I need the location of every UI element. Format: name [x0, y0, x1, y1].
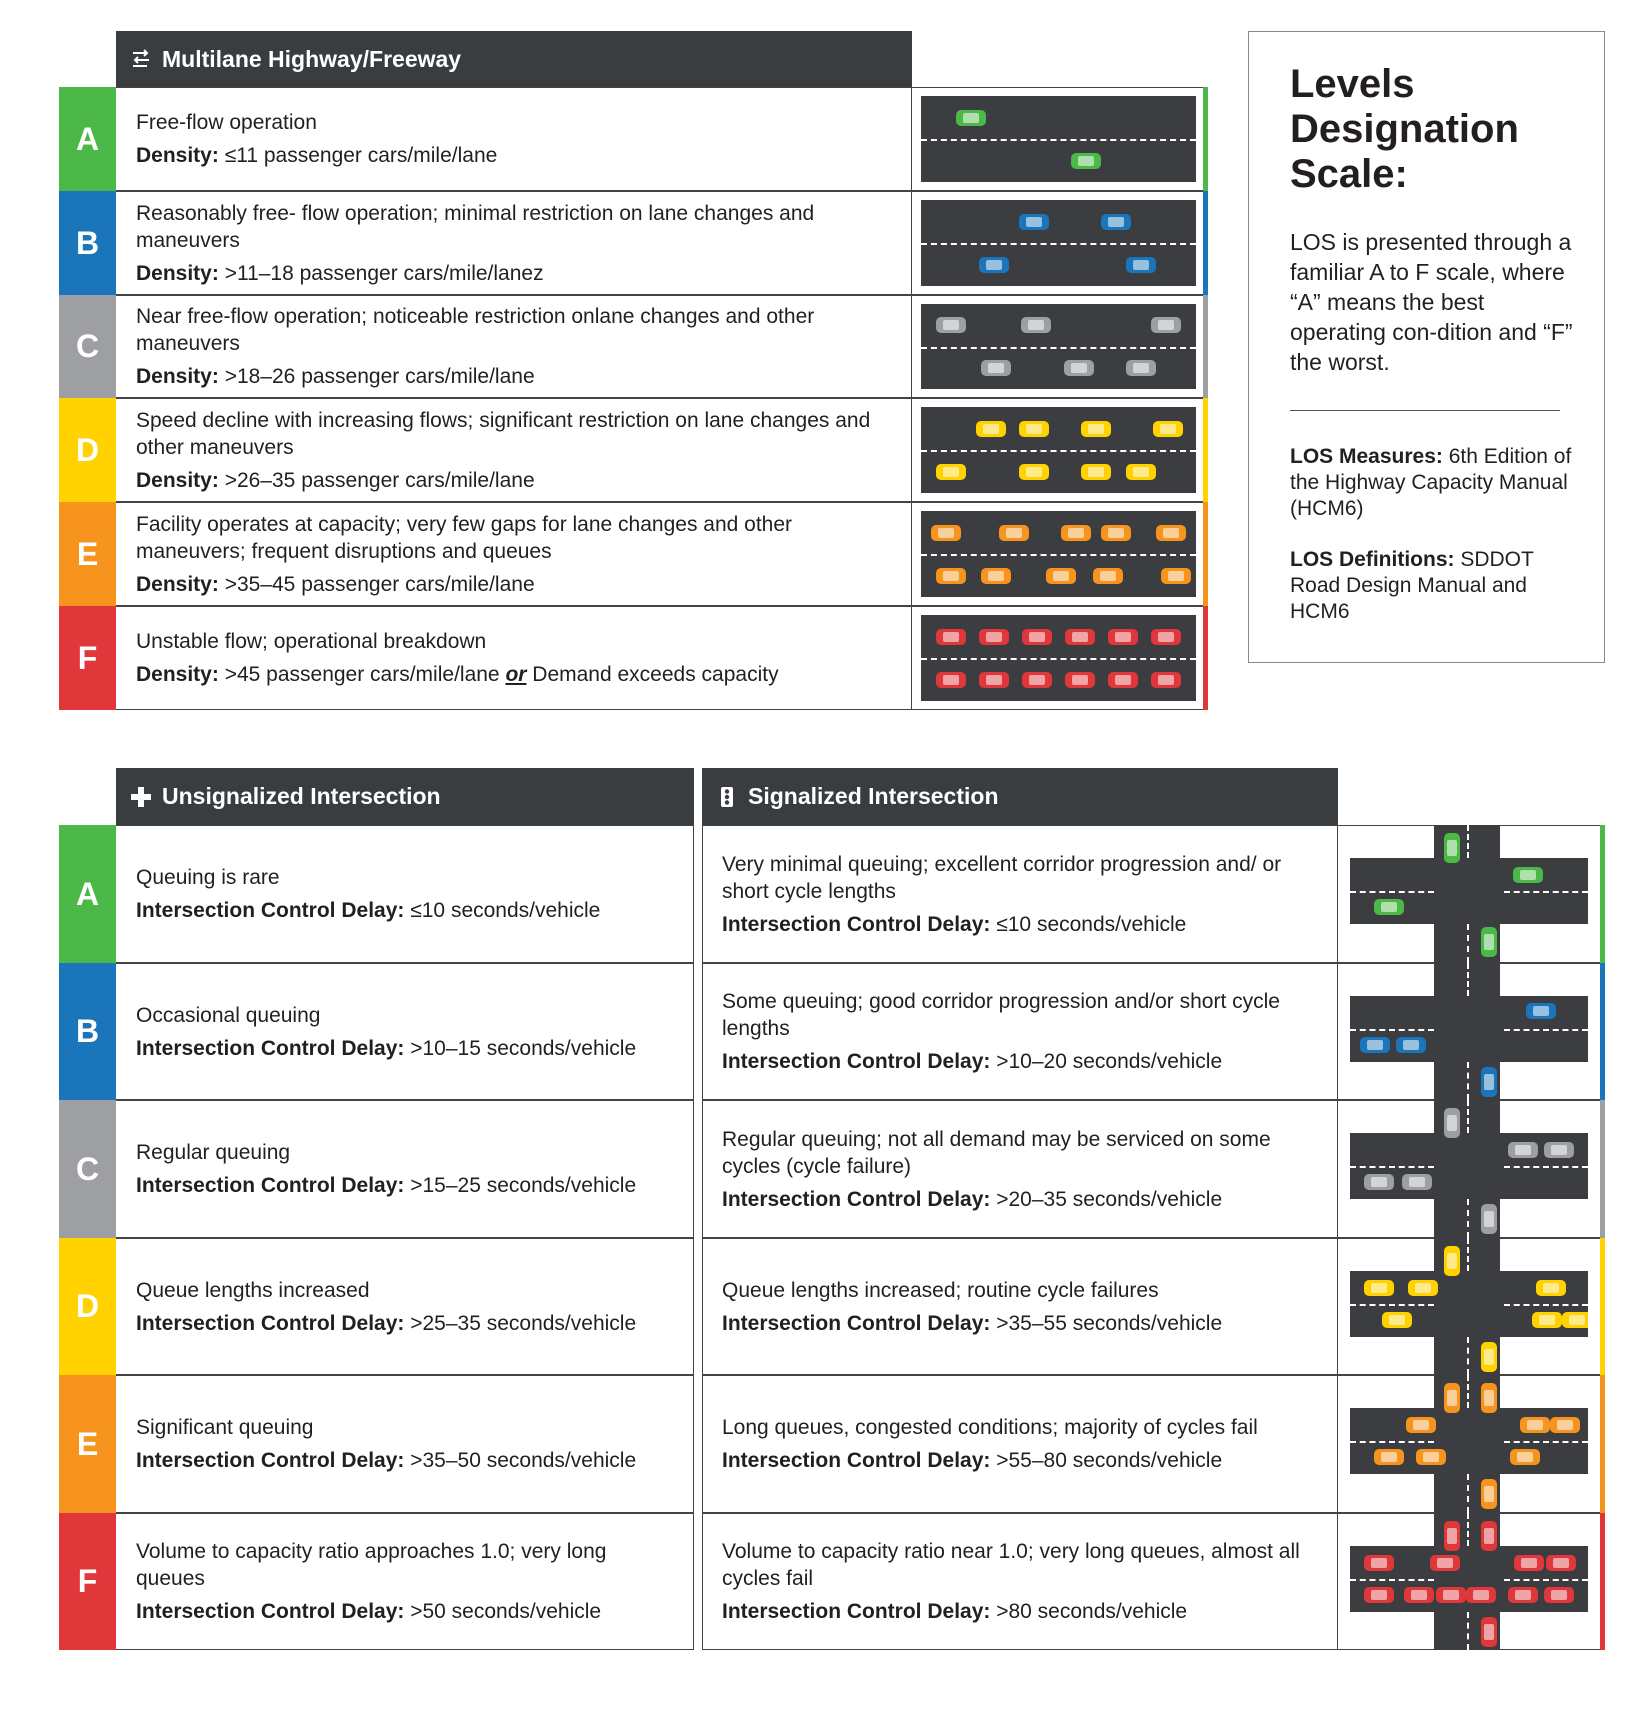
row-desc-text: Near free-flow operation; noticeable restriction onlane changes and other maneuvers — [136, 305, 815, 355]
metric-value: >18–26 passenger cars/mile/lane — [218, 365, 535, 388]
lane-divider — [1350, 1166, 1434, 1168]
definitions-text: SDDOT Road Design Manual and HCM6 — [1290, 548, 1534, 623]
row-desc-text: Regular queuing — [136, 1141, 291, 1164]
row-desc-text: Significant queuing — [136, 1416, 314, 1439]
metric-value: ≤11 passenger cars/mile/lane — [218, 144, 498, 167]
row-description — [702, 963, 1332, 1100]
grade-strip — [1203, 606, 1208, 710]
car — [1019, 214, 1049, 230]
lane-divider — [1504, 1029, 1588, 1031]
row-description — [116, 295, 906, 398]
metric-label: Density: — [136, 144, 219, 167]
row-description — [702, 1238, 1332, 1375]
car — [1416, 1449, 1446, 1465]
lane-divider — [1467, 924, 1469, 963]
grade-b: B — [59, 191, 116, 295]
car — [1364, 1555, 1394, 1571]
lane-divider — [921, 450, 1196, 452]
car — [1481, 1067, 1497, 1097]
car — [1151, 672, 1181, 688]
levels-sidebar — [1248, 31, 1605, 663]
metric-label: Intersection Control Delay: — [136, 1311, 405, 1335]
car — [1544, 1587, 1574, 1603]
car — [956, 110, 986, 126]
car — [931, 525, 961, 541]
row-metric — [722, 911, 1312, 938]
car — [1161, 568, 1191, 584]
car — [1444, 1246, 1460, 1276]
car — [936, 629, 966, 645]
grade-f: F — [59, 1513, 116, 1650]
row-metric — [136, 1447, 671, 1474]
row-metric — [722, 1048, 1312, 1075]
row-description — [116, 1238, 691, 1375]
car — [1046, 568, 1076, 584]
car — [1514, 1555, 1544, 1571]
metric-label: Density: — [136, 365, 219, 388]
car — [1532, 1312, 1562, 1328]
row-description — [702, 1513, 1332, 1650]
car — [936, 672, 966, 688]
row-desc-text: Reasonably free- flow operation; minimal restriction on lane changes and maneuvers — [136, 201, 815, 252]
intersection-diagram — [1350, 825, 1588, 963]
grade-strip — [1600, 963, 1605, 1100]
car — [1108, 672, 1138, 688]
car — [979, 629, 1009, 645]
sidebar-measures — [1290, 444, 1575, 522]
grade-c: C — [59, 1100, 116, 1238]
highway-road — [921, 511, 1196, 597]
car — [981, 360, 1011, 376]
lane-divider — [1350, 1029, 1434, 1031]
car — [1546, 1555, 1576, 1571]
car — [936, 317, 966, 333]
car — [1019, 421, 1049, 437]
unsignalized-header-label: Unsignalized Intersection — [162, 783, 441, 809]
grade-strip — [1203, 398, 1208, 502]
row-description — [116, 502, 906, 606]
car — [1520, 1417, 1550, 1433]
metric-label: Intersection Control Delay: — [136, 1600, 405, 1623]
car — [1481, 1617, 1497, 1647]
car — [976, 421, 1006, 437]
grade-e: E — [59, 502, 116, 606]
intersection-diagram — [1350, 1100, 1588, 1238]
sidebar-divider — [1290, 410, 1560, 411]
row-metric — [136, 1172, 671, 1199]
metric-tail: Demand exceeds capacity — [526, 663, 779, 686]
car — [1508, 1587, 1538, 1603]
grade-f: F — [59, 606, 116, 710]
car — [1151, 629, 1181, 645]
row-desc-text: Queue lengths increased — [136, 1278, 370, 1302]
lane-divider — [1467, 1100, 1469, 1133]
unsignalized-header — [116, 768, 694, 825]
row-desc-text: Some queuing; good corridor progression and/or short cycle lengths — [722, 990, 1280, 1040]
car — [1093, 568, 1123, 584]
car — [1562, 1312, 1588, 1328]
grade-b: B — [59, 963, 116, 1100]
lane-divider — [1467, 825, 1469, 858]
row-description — [116, 398, 906, 502]
car — [1536, 1280, 1566, 1296]
grade-d: D — [59, 398, 116, 502]
lane-divider — [1504, 1166, 1588, 1168]
cross-icon — [130, 786, 152, 808]
metric-label: Density: — [136, 572, 219, 596]
lane-divider — [1467, 1238, 1469, 1271]
highway-road — [921, 304, 1196, 389]
grade-a: A — [59, 825, 116, 963]
car — [1022, 672, 1052, 688]
lane-divider — [1350, 1304, 1434, 1306]
metric-label: Intersection Control Delay: — [722, 1600, 991, 1623]
measures-label: LOS Measures: — [1290, 445, 1443, 468]
car — [1481, 1383, 1497, 1413]
car — [1064, 360, 1094, 376]
row-desc-text: Long queues, congested conditions; majority of cycles fail — [722, 1416, 1258, 1439]
lane-divider — [1467, 1375, 1469, 1408]
metric-label: Intersection Control Delay: — [722, 1311, 991, 1335]
car — [1510, 1449, 1540, 1465]
row-metric — [722, 1598, 1312, 1625]
car — [1444, 1108, 1460, 1138]
car — [1374, 899, 1404, 915]
row-desc-text: Regular queuing; not all demand may be serviced on some cycles (cycle failure) — [722, 1127, 1271, 1178]
grade-strip — [1203, 295, 1208, 398]
car — [1153, 421, 1183, 437]
grade-a: A — [59, 87, 116, 191]
car — [1101, 214, 1131, 230]
lane-divider — [1467, 1612, 1469, 1650]
lanes-icon — [130, 48, 152, 70]
lane-divider — [921, 347, 1196, 349]
car — [1481, 927, 1497, 957]
row-desc-text: Volume to capacity ratio approaches 1.0; very long queues — [136, 1540, 607, 1590]
lane-divider — [1467, 963, 1469, 996]
sidebar-body: LOS is presented through a familiar A to F scale, where “A” means the best operating con-dition and “F” the worst. — [1290, 229, 1573, 375]
metric-label: Density: — [136, 261, 219, 285]
row-description — [116, 1513, 691, 1650]
highway-road — [921, 407, 1196, 493]
car — [1550, 1417, 1580, 1433]
intersection-diagram — [1350, 963, 1588, 1100]
row-desc-text: Occasional queuing — [136, 1003, 321, 1027]
sidebar-definitions — [1290, 547, 1575, 625]
row-description — [702, 1100, 1332, 1238]
grade-strip — [1600, 1100, 1605, 1238]
car — [1126, 257, 1156, 273]
row-description — [116, 1100, 691, 1238]
row-desc-text: Unstable flow; operational breakdown — [136, 630, 487, 653]
highway-road — [921, 615, 1196, 701]
row-desc-text: Free-flow operation — [136, 111, 317, 134]
car — [1444, 833, 1460, 863]
car — [1406, 1417, 1436, 1433]
row-metric — [722, 1447, 1312, 1474]
car — [1481, 1521, 1497, 1551]
measures-text: 6th Edition of the Highway Capacity Manual (HCM6) — [1290, 445, 1572, 520]
car — [1360, 1037, 1390, 1053]
metric-label: Intersection Control Delay: — [722, 1050, 991, 1073]
car — [1071, 153, 1101, 169]
car — [1364, 1280, 1394, 1296]
car — [1481, 1204, 1497, 1234]
row-desc-text: Speed decline with increasing flows; significant restriction on lane changes and other maneuvers — [136, 408, 871, 459]
metric-label: Density: — [136, 663, 219, 686]
grade-strip — [1203, 502, 1208, 606]
intersection-diagram — [1350, 1513, 1588, 1650]
lane-divider — [1504, 891, 1588, 893]
car — [1382, 1312, 1412, 1328]
lane-divider — [1504, 1304, 1588, 1306]
row-description — [116, 87, 906, 191]
metric-emphasis: or — [505, 663, 527, 686]
row-metric — [136, 260, 886, 287]
lane-divider — [1350, 891, 1434, 893]
metric-label: Intersection Control Delay: — [136, 1449, 405, 1472]
row-metric — [136, 467, 886, 494]
row-metric — [722, 1310, 1312, 1337]
metric-label: Intersection Control Delay: — [136, 899, 405, 922]
row-metric — [136, 1310, 671, 1337]
car — [1481, 1342, 1497, 1372]
metric-value: >20–35 seconds/vehicle — [990, 1187, 1223, 1211]
car — [1151, 317, 1181, 333]
lane-divider — [1467, 1062, 1469, 1100]
grade-strip — [1600, 1375, 1605, 1513]
car — [1396, 1037, 1426, 1053]
car — [1436, 1587, 1466, 1603]
car — [1513, 867, 1543, 883]
row-desc-text: Volume to capacity ratio near 1.0; very long queues, almost all cycles fail — [722, 1540, 1300, 1590]
metric-value: >50 seconds/vehicle — [404, 1600, 602, 1623]
row-metric — [136, 661, 886, 688]
car — [999, 525, 1029, 541]
car — [979, 257, 1009, 273]
car — [1022, 629, 1052, 645]
row-description — [116, 191, 906, 295]
car — [1374, 1449, 1404, 1465]
metric-value: >10–20 seconds/vehicle — [990, 1050, 1223, 1073]
lane-divider — [1350, 1579, 1434, 1581]
lane-divider — [921, 658, 1196, 660]
metric-value: >35–55 seconds/vehicle — [990, 1311, 1223, 1335]
row-metric — [136, 1035, 671, 1062]
intersection-diagram — [1350, 1238, 1588, 1375]
grade-strip — [1203, 191, 1208, 295]
grade-strip — [1203, 87, 1208, 191]
car — [1364, 1174, 1394, 1190]
car — [1021, 317, 1051, 333]
row-description — [116, 1375, 691, 1513]
metric-label: Intersection Control Delay: — [136, 1174, 405, 1197]
car — [1065, 629, 1095, 645]
car — [1402, 1174, 1432, 1190]
car — [1061, 525, 1091, 541]
car — [1466, 1587, 1496, 1603]
car — [1481, 1479, 1497, 1509]
car — [979, 672, 1009, 688]
lane-divider — [921, 554, 1196, 556]
row-desc-text: Facility operates at capacity; very few gaps for lane changes and other maneuvers; frequent disruptions and queues — [136, 512, 793, 563]
metric-label: Density: — [136, 468, 219, 492]
metric-label: Intersection Control Delay: — [722, 1449, 991, 1472]
metric-value: ≤10 seconds/vehicle — [990, 912, 1187, 936]
metric-value: >26–35 passenger cars/mile/lane — [218, 468, 535, 492]
car — [1544, 1142, 1574, 1158]
metric-value: >10–15 seconds/vehicle — [404, 1036, 637, 1060]
car — [1101, 525, 1131, 541]
grade-strip — [1600, 825, 1605, 963]
row-desc-text: Queue lengths increased; routine cycle failures — [722, 1278, 1159, 1302]
lane-divider — [921, 139, 1196, 141]
row-desc-text: Very minimal queuing; excellent corridor progression and/ or short cycle lengths — [722, 852, 1282, 903]
metric-value: >11–18 passenger cars/mile/lanez — [218, 261, 544, 285]
car — [1065, 672, 1095, 688]
row-metric — [136, 142, 886, 169]
lane-divider — [1350, 1441, 1434, 1443]
row-desc-text: Queuing is rare — [136, 866, 280, 889]
metric-value: >35–50 seconds/vehicle — [404, 1449, 637, 1472]
metric-label: Intersection Control Delay: — [722, 912, 991, 936]
car — [936, 464, 966, 480]
lane-divider — [1467, 1199, 1469, 1238]
car — [1156, 525, 1186, 541]
metric-value: >80 seconds/vehicle — [990, 1600, 1188, 1623]
metric-value: >15–25 seconds/vehicle — [404, 1174, 637, 1197]
definitions-label: LOS Definitions: — [1290, 548, 1455, 571]
highway-header-label: Multilane Highway/Freeway — [162, 45, 462, 72]
signalized-header — [702, 768, 1338, 825]
car — [1526, 1003, 1556, 1019]
car — [1444, 1521, 1460, 1551]
car — [1404, 1587, 1434, 1603]
row-description — [702, 1375, 1332, 1513]
lane-divider — [1504, 1441, 1588, 1443]
grade-d: D — [59, 1238, 116, 1375]
metric-value: >55–80 seconds/vehicle — [990, 1449, 1223, 1472]
row-metric — [136, 363, 886, 390]
lane-divider — [921, 243, 1196, 245]
row-metric — [136, 571, 886, 598]
metric-value: ≤10 seconds/vehicle — [404, 899, 601, 922]
car — [1430, 1555, 1460, 1571]
lane-divider — [1467, 1474, 1469, 1513]
car — [1408, 1280, 1438, 1296]
sidebar-title: Levels Designation Scale: — [1290, 62, 1519, 196]
highway-road — [921, 96, 1196, 182]
car — [936, 568, 966, 584]
metric-label: Intersection Control Delay: — [136, 1036, 405, 1060]
car — [981, 568, 1011, 584]
car — [1364, 1587, 1394, 1603]
grade-strip — [1600, 1238, 1605, 1375]
row-description — [702, 825, 1332, 963]
intersection-diagram — [1350, 1375, 1588, 1513]
lane-divider — [1467, 1513, 1469, 1546]
highway-road — [921, 200, 1196, 286]
grade-strip — [1600, 1513, 1605, 1650]
row-description — [116, 963, 691, 1100]
signalized-header-label: Signalized Intersection — [748, 783, 999, 809]
lane-divider — [1504, 1579, 1588, 1581]
grade-c: C — [59, 295, 116, 398]
car — [1126, 360, 1156, 376]
car — [1508, 1142, 1538, 1158]
metric-value: >45 passenger cars/mile/lane — [218, 663, 506, 686]
metric-label: Intersection Control Delay: — [722, 1187, 991, 1211]
traffic-light-icon — [716, 786, 738, 808]
car — [1126, 464, 1156, 480]
row-metric — [136, 897, 671, 924]
lane-divider — [1467, 1337, 1469, 1375]
grade-e: E — [59, 1375, 116, 1513]
car — [1081, 421, 1111, 437]
row-description — [116, 825, 691, 963]
car — [1019, 464, 1049, 480]
highway-header — [116, 31, 912, 87]
row-metric — [136, 1598, 671, 1625]
row-metric — [722, 1186, 1312, 1213]
car — [1081, 464, 1111, 480]
row-description — [116, 606, 906, 710]
car — [1444, 1383, 1460, 1413]
metric-value: >35–45 passenger cars/mile/lane — [218, 572, 535, 596]
metric-value: >25–35 seconds/vehicle — [404, 1311, 637, 1335]
car — [1108, 629, 1138, 645]
